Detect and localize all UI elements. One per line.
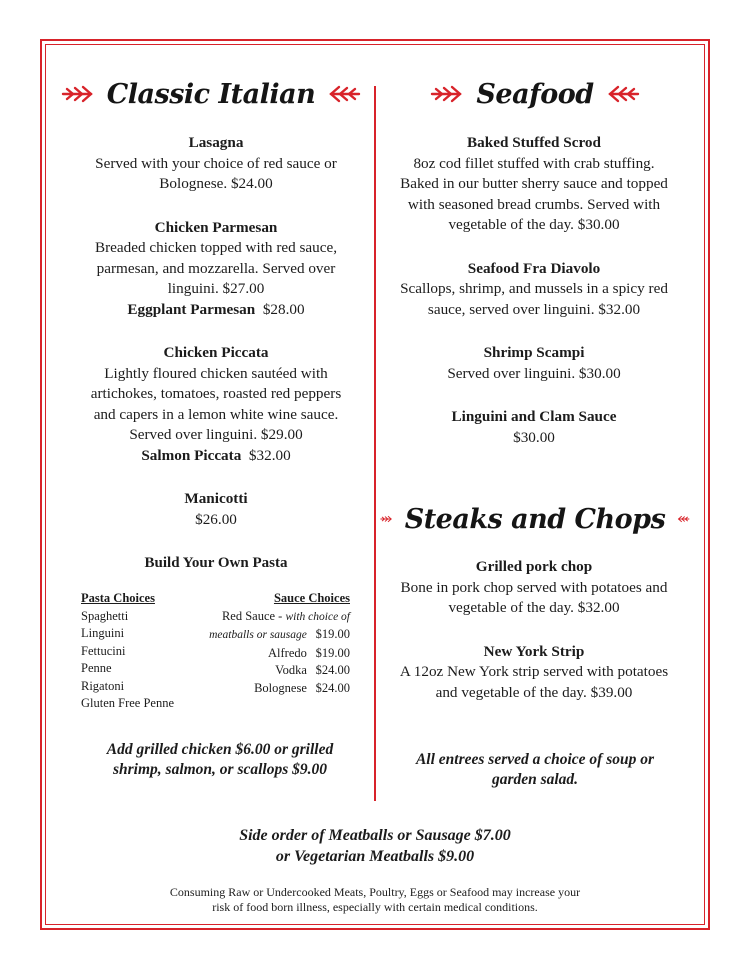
item-description: A 12oz New York strip served with potatoes and vegetable of the day. $39.00: [399, 663, 669, 701]
side-order-note: [150, 825, 600, 867]
pasta-choices-list: [81, 590, 211, 713]
pasta-option: Penne: [81, 661, 112, 675]
side-order-line: or Vegetarian Meatballs $9.00: [275, 848, 475, 865]
pasta-option: Gluten Free Penne: [81, 696, 175, 710]
sauce-option: [196, 680, 350, 698]
steaks-chops-heading: [380, 497, 690, 541]
item-name: Seafood Fra Diavolo: [467, 259, 601, 277]
item-description: $30.00: [513, 428, 555, 446]
sauce-note: with choice of: [285, 610, 350, 623]
menu-item: [398, 642, 670, 704]
steaks-chops-column: [398, 557, 670, 726]
menu-item: [398, 557, 670, 619]
section-title: Seafood: [476, 78, 594, 110]
sauce-choices-list: [196, 590, 350, 697]
item-description: Scallops, shrimp, and mussels in a spicy red sauce, served over linguini. $32.00: [400, 280, 668, 318]
sauce-name: Alfredo: [268, 645, 307, 660]
variant-price: $28.00: [262, 300, 305, 318]
addon-note: Add grilled chicken $6.00 or grilled shrimp, salmon, or scallops $9.00: [106, 741, 334, 778]
item-description: Lightly floured chicken sautéed with artichokes, tomatoes, roasted red peppers and capers in a lemon white wine sauce. Served over linguini. $29.00: [90, 364, 342, 443]
item-name: Chicken Parmesan: [154, 218, 278, 236]
item-variant: [80, 446, 352, 467]
item-variant: [80, 300, 352, 321]
item-name: Grilled pork chop: [475, 558, 593, 575]
entree-note: All entrees served a choice of soup or garden salad.: [415, 751, 655, 788]
menu-item: [80, 133, 352, 195]
menu-item: [398, 407, 670, 448]
arrow-left-icon: [606, 85, 640, 103]
sauce-choices-header: Sauce Choices: [273, 591, 350, 605]
sauce-price: $19.00: [315, 645, 350, 660]
sauce-option: [196, 608, 350, 627]
pasta-choices-header: Pasta Choices: [81, 591, 155, 605]
disclaimer-line: Consuming Raw or Undercooked Meats, Poultry, Eggs or Seafood may increase your: [169, 885, 581, 899]
variant-price: $32.00: [248, 446, 291, 464]
menu-item: [398, 343, 670, 384]
sauce-name: Vodka: [275, 663, 307, 677]
menu-item: [398, 259, 670, 321]
build-your-own-title: Build Your Own Pasta: [144, 555, 288, 571]
arrow-left-icon: [677, 510, 690, 528]
sauce-price: $24.00: [315, 663, 350, 677]
pasta-option: Linguini: [81, 626, 125, 640]
sauce-note: meatballs or sausage: [209, 629, 307, 641]
item-name: New York Strip: [483, 642, 585, 660]
sauce-option: [196, 645, 350, 663]
item-description: 8oz cod fillet stuffed with crab stuffing. Baked in our butter sherry sauce and topped with seasoned bread crumbs. Served with vegetable of the day. $30.00: [400, 154, 668, 233]
classic-italian-heading: [56, 72, 366, 116]
pasta-option: Fettucini: [81, 643, 126, 658]
item-description: Breaded chicken topped with red sauce, parmesan, and mozzarella. Served over linguini. $27.00: [94, 239, 338, 297]
sauce-name: Red Sauce -: [221, 608, 286, 623]
sauce-price: $24.00: [315, 680, 350, 695]
classic-italian-column: [80, 133, 352, 574]
section-title: Steaks and Chops: [404, 503, 666, 535]
arrow-right-icon: [61, 85, 95, 103]
item-name: Baked Stuffed Scrod: [467, 134, 601, 151]
side-order-line: Side order of Meatballs or Sausage $7.00: [239, 827, 511, 844]
item-name: Chicken Piccata: [163, 344, 269, 361]
item-description: Served with your choice of red sauce or Bolognese. $24.00: [95, 154, 337, 192]
variant-name: Eggplant Parmesan: [127, 300, 256, 318]
sauce-option: [196, 662, 350, 680]
pasta-option: Rigatoni: [81, 678, 125, 693]
pasta-option: Spaghetti: [81, 608, 129, 623]
menu-item: [80, 489, 352, 530]
variant-name: Salmon Piccata: [141, 446, 242, 464]
sauce-option: [196, 626, 350, 645]
arrow-left-icon: [327, 85, 361, 103]
item-name: Linguini and Clam Sauce: [451, 408, 617, 425]
item-name: Manicotti: [184, 490, 248, 507]
column-divider: [374, 86, 376, 801]
menu-item: [398, 133, 670, 236]
menu-item: [80, 343, 352, 466]
menu-item: [80, 218, 352, 321]
arrow-right-icon: [430, 85, 464, 103]
seafood-heading: [380, 72, 690, 116]
item-description: $26.00: [195, 510, 237, 528]
health-disclaimer: [100, 885, 650, 915]
section-title: Classic Italian: [106, 78, 316, 110]
seafood-column: [398, 133, 670, 471]
item-description: Served over linguini. $30.00: [447, 364, 621, 382]
sauce-price: $19.00: [315, 627, 350, 641]
disclaimer-line: risk of food born illness, especially with certain medical conditions.: [212, 900, 538, 914]
sauce-name: Bolognese: [254, 680, 307, 695]
item-description: Bone in pork chop served with potatoes and vegetable of the day. $32.00: [400, 578, 668, 616]
item-name: Shrimp Scampi: [483, 344, 585, 361]
item-name: Lasagna: [188, 134, 244, 151]
arrow-right-icon: [380, 510, 393, 528]
